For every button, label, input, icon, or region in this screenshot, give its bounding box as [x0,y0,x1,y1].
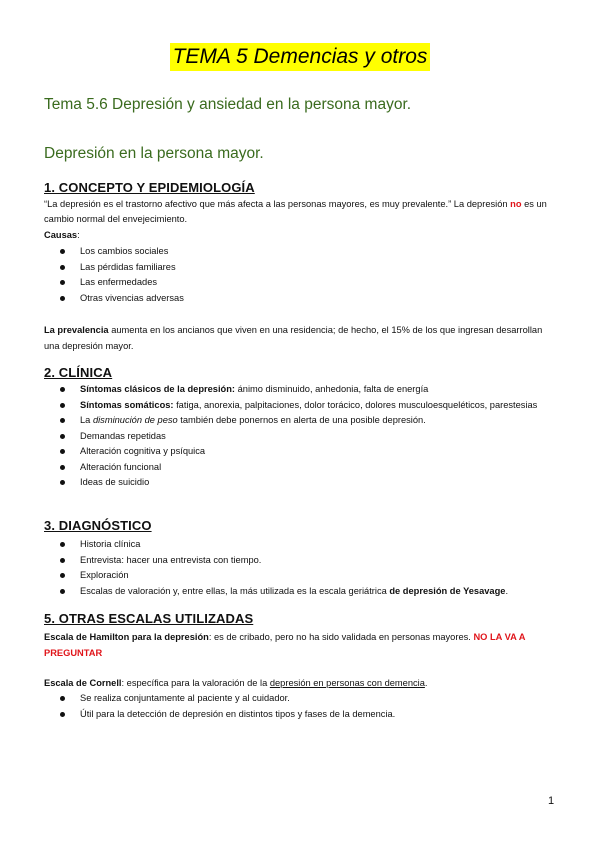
section-subtitle: Depresión en la persona mayor. [44,145,264,162]
clinic-list [44,382,564,491]
diagnosis-list [44,537,564,599]
page-number: 1 [548,795,555,807]
list-item [44,398,564,414]
cornell-end: . [424,678,428,688]
document-title: TEMA 5 Demencias y otros [170,43,431,71]
item-text: . [505,585,509,596]
list-item: Alteración funcional [44,460,564,476]
section2-heading: 2. CLÍNICA [44,365,113,380]
hamilton-red-note: NO LA VA A PREGUNTAR [44,632,526,658]
cornell-label: Escala de Cornell [44,678,122,688]
item-bold: Síntomas clásicos de la depresión: [80,384,236,394]
section3-heading: 3. DIAGNÓSTICO [44,518,152,533]
item-text: La [80,415,93,425]
concept-quote [44,197,559,227]
causes-label [44,228,559,243]
prevalence-text: aumenta en los ancianos que viven en una residencia; de hecho, el 15% de los que ingresan desarrollan una depresión mayor. [44,325,543,351]
prevalence-label: La prevalencia [44,325,109,335]
list-item: Historia clínica [44,537,564,553]
hamilton-text: : es de cribado, pero no ha sido validada en personas mayores. [208,632,474,642]
item-text: fatiga, anorexia, palpitaciones, dolor torácico, dolores musculoesqueléticos, parestesias [173,399,538,410]
causes-label-text: Causas [44,230,78,240]
quote-text-end: es un cambio normal del envejecimiento. [44,199,547,224]
list-item: Se realiza conjuntamente al paciente y al cuidador. [44,691,564,707]
list-item: Otras vivencias adversas [44,291,564,307]
list-item [44,382,564,398]
list-item: Las enfermedades [44,275,564,291]
hamilton-paragraph [44,629,559,661]
list-item: Los cambios sociales [44,244,564,260]
cornell-paragraph [44,676,559,691]
item-text: Escalas de valoración y, entre ellas, la más utilizada es la escala geriátrica [80,585,390,596]
hamilton-label: Escala de Hamilton para la depresión [44,632,209,642]
item-bold: de depresión de Yesavage [389,585,506,596]
quote-text: “La depresión es el trastorno afectivo que más afecta a las personas mayores, es muy prevalente.” La depresión [44,199,511,209]
list-item: Las pérdidas familiares [44,260,564,276]
list-item [44,584,564,600]
cornell-text: : específica para la valoración de la [121,678,270,688]
item-text: ánimo disminuido, anhedonia, falta de energía [235,384,429,394]
item-bold: Síntomas somáticos: [80,399,174,410]
list-item: Exploración [44,568,564,584]
cornell-list [44,691,564,722]
section5-heading: 5. OTRAS ESCALAS UTILIZADAS [44,611,254,626]
list-item: Alteración cognitiva y psíquica [44,444,564,460]
list-item: Ideas de suicidio [44,475,564,491]
list-item: Demandas repetidas [44,429,564,445]
causes-colon: : [77,230,80,240]
title-container [0,43,600,71]
topic-subtitle: Tema 5.6 Depresión y ansiedad en la persona mayor. [44,96,412,113]
quote-no-highlight: no [510,199,522,209]
section1-heading: 1. CONCEPTO Y EPIDEMIOLOGÍA [44,180,255,195]
list-item: Entrevista: hacer una entrevista con tiempo. [44,553,564,569]
item-text: también debe ponernos en alerta de una posible depresión. [177,415,426,425]
causes-list [44,244,564,306]
list-item: Útil para la detección de depresión en distintos tipos y fases de la demencia. [44,707,564,723]
prevalence-paragraph [44,322,559,354]
cornell-underlined: depresión en personas con demencia [269,678,425,688]
item-italic: disminución de peso [92,415,178,425]
list-item [44,413,564,429]
